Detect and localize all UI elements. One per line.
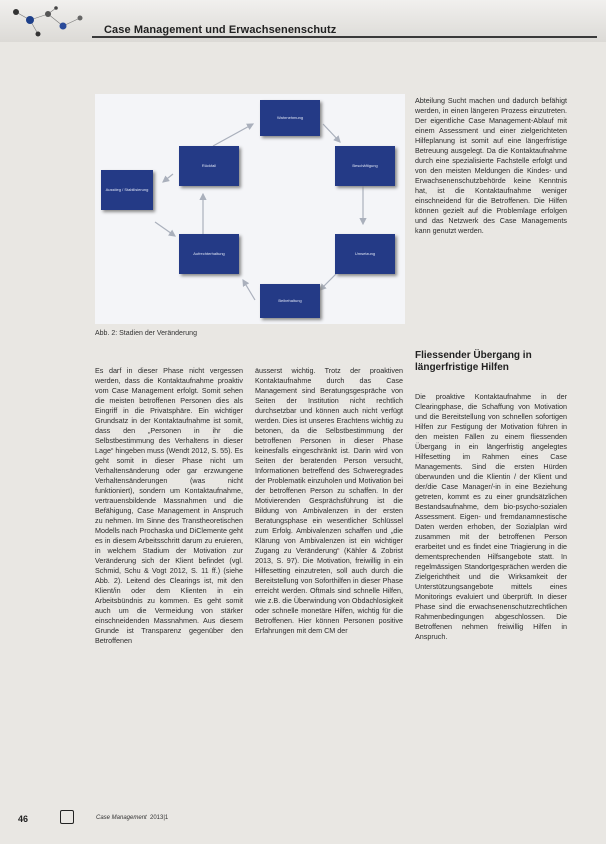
paragraph: Die proaktive Kontaktaufnahme in der Clearingphase, die Schaffung von Motivation und die Bereitstellung von schnellen sofortigen Hilfen zur Festigung der Motivation führen in den meisten Fällen zu einem fliessenden Übergang in ein längerfristig angelegtes Hilfesetting im Rahmen eines Case Managements. Sind die ersten Hürden überwunden und die Klientin / der Klient und der/die Case Manager/-in in eine Beziehung getreten, kommt es zu einer grundsätzlichen Bestandsaufnahme, dem bio-psycho-sozialen Assessment. Eigen- und fremdanamnestische Daten werden erhoben, der Sozialplan wird zusammen mit der betroffenen Person erarbeitet und es findet eine Triagierung in die dementsprechenden Hilfsangebote statt. In regelmässigen Standortgesprächen werden die Zielgerichtheit und die Wirksamkeit der Unterstützungsangebote mittels eines Monitorings evaluiert und überprüft. In dieser Phase sind die erwachsenenschutzrechtlichen Rahmenbedingungen abgeschlossen. Die Betroffenen nehmen freiwillig Hilfen in Anspruch. xyxy=(415,392,567,641)
running-header: Case Management und Erwachsenenschutz xyxy=(104,24,337,36)
header-rule xyxy=(92,36,597,38)
node-beschaeftigung: Beschäftigung xyxy=(335,146,395,186)
journal-name: Case Management xyxy=(96,815,147,821)
node-rueckfall: Rückfall xyxy=(179,146,239,186)
node-umsetzung: Umsetzung xyxy=(335,234,395,274)
node-beibehaltung: Beibehaltung xyxy=(260,284,320,318)
stages-diagram xyxy=(95,94,405,324)
page-number: 46 xyxy=(18,814,29,824)
paragraph: äusserst wichtig. Trotz der proaktiven Kontaktaufnahme durch das Case Management sind Beratungsgespräche von Seiten der Institution nicht rechtlich durchsetzbar und können auch nicht verfügt werden. Dies ist unseres Erachtens wichtig zu betonen, da die Selbstbestimmung der betroffenen Personen in dieser Phase keinesfalls eingeschränkt ist. Darin wird von Seiten der beratenden Person versucht, Informationen betreffend des Schweregrades der Problematik einzuholen und Motivation bei der betroffenen Person zu schaffen. In der Motivierenden Gesprächsführung ist die Bildung von Ambivalenzen in der ersten Beratungsphase ein wesentlicher Schlüssel zum Erfolg. Ambivalenzen schaffen und „die Klärung von Ambivalenzen ist ein wichtiger Zugang zu Veränderung“ (Kähler & Zobrist 2013, S. 97). Die Motivation, freiwillig in ein Hilfesetting einzutreten, soll auch durch die Bereitstellung von Soforthilfen in dieser Phase erreicht werden. Oftmals sind schnelle Hilfen, wie z.B. die Überwindung von Obdachlosigkeit oder schnelle monetäre Hilfen, wichtig für die Betroffenen. Hier können Personen positive Erfahrungen mit dem CM der xyxy=(255,366,403,635)
paragraph: Abteilung Sucht machen und dadurch befähigt werden, in einen längeren Prozess einzutreten. Der eigentliche Case Management-Ablauf mit einem Assessment und einer zielgerichteten Hilfeplanung ist somit auf eine längerfristige Betreuung ausgelegt. Da die Kontaktaufnahme durch eine spezialisierte Fachstelle erfolgt und von den meisten Meldungen die Kindes- und Erwachsenenschutzbehörde keine Kenntnis hat, ist die Kontaktaufnahme weniger einschneidend für die Betroffenen. Die Hilfen können gezielt auf die Problemlage erfolgen und das Netzwerk des Case Managements kann genutzt werden. xyxy=(415,96,567,235)
body-column-2 xyxy=(255,366,403,636)
body-column-1 xyxy=(95,366,243,646)
figure-caption: Abb. 2: Stadien der Veränderung xyxy=(95,330,197,337)
body-column-3-lower xyxy=(415,392,567,642)
node-wahrnehmung: Wahrnehmung xyxy=(260,100,320,136)
node-ausstieg: Ausstieg / Stabilisierung xyxy=(101,170,153,210)
node-aufrechterhaltung: Aufrechterhaltung xyxy=(179,234,239,274)
molecule-logo-icon xyxy=(8,6,98,40)
journal-logo-icon xyxy=(60,810,74,824)
body-column-3 xyxy=(415,96,567,236)
journal-issue: 2013|1 xyxy=(150,815,169,821)
section-heading: Fliessender Übergang in längerfristige Hilfen xyxy=(415,350,532,373)
paragraph: Es darf in dieser Phase nicht vergessen werden, dass die Kontaktaufnahme proaktiv vom Case Management erfolgt. Somit sehen die meisten betroffenen Personen dies als Eingriff in die Privatsphäre. Ein wichtiger Grundsatz in der Kontaktaufnahme ist somit, dass den „Personen in ihr die Selbstbestimmung des Verhaltens in dieser Lage“ hingeben muss (Wendt 2012, S. 55). Es geht somit in dieser Phase nicht um Verhaltensänderung oder gar erzwungene Verhaltensänderungen (was nicht funktioniert), sondern um Kontaktaufnahme, vertrauensbildende Massnahmen und die Befähigung, Case Management in Anspruch zu nehmen. Im Sinne des Transtheoretischen Modells nach Prochaska und DiClemente geht es in diesem Arbeitsschritt darum zu eruieren, in welchem Stadium der Motivation zur Veränderung sich der Klient befindet (vgl. Schmid, Schu & Vogt 2012, S. 11 ff.) (siehe Abb. 2). Leitend des Clearings ist, mit den Klient/in oder dem Klienten in ein Arbeitsbündnis zu kommen. Es geht somit auch um die Vermeidung von stärker einschneidenden Massnahmen. Aus diesem Grunde ist Transparenz gegenüber den Betroffenen xyxy=(95,366,243,645)
